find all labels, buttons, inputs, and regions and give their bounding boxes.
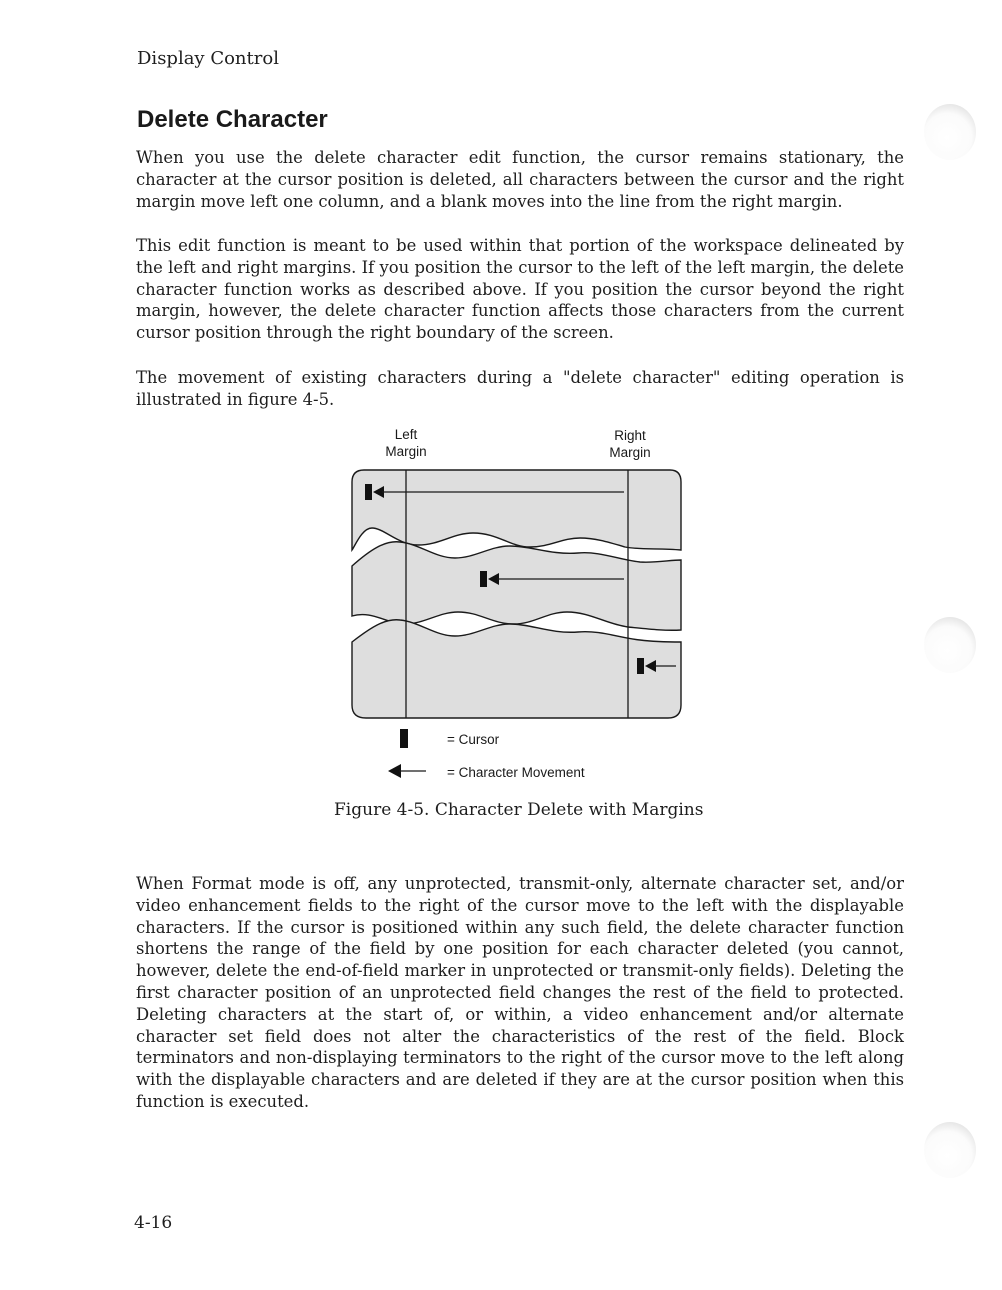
legend-cursor-label: = Cursor xyxy=(447,732,500,747)
body-paragraph: When Format mode is off, any unprotected, transmit-only, alternate character set, and/or video enhancement fields to the right of the cursor move to the left with the displayable characters. If the cursor is positioned within any such field, the delete character function shortens the range of the field by one position for each character deleted (you cannot, however, delete the end-of-field marker in unprotected or transmit-only fields). Deleting the first character position of an unprotected field changes the rest of the field to protected. Deleting characters at the start of, or within, a video enhancement and/or alternate character set field does not alter the characteristics of the rest of the field. Block terminators and non-displaying terminators to the right of the cursor move to the left along with the displayable characters and are deleted if they are at the cursor position when this function is executed. xyxy=(136,874,904,1111)
section-title: Delete Character xyxy=(137,106,328,133)
left-margin-label-line1: Left xyxy=(394,427,418,442)
right-margin-label-line1: Right xyxy=(614,428,646,443)
legend-movement-label: = Character Movement xyxy=(447,765,585,780)
left-margin-label-line2: Margin xyxy=(385,444,427,459)
screen-segment-top xyxy=(352,470,681,550)
body-paragraph: This edit function is meant to be used within that portion of the workspace delineated by the left and right margins. If you position the cursor to the left of the left margin, the delete character function works as described above. If you position the cursor beyond the right margin, however, the delete character function affects those characters from the current cursor position through the right boundary of the screen. xyxy=(136,236,904,343)
body-paragraph: The movement of existing characters during a "delete character" editing operation is illustrated in figure 4-5. xyxy=(136,368,904,409)
screen-segment-bottom xyxy=(352,620,681,718)
cursor-block-icon xyxy=(480,571,487,587)
figure-4-5 xyxy=(340,420,700,800)
punch-hole xyxy=(924,104,976,160)
punch-hole xyxy=(924,617,976,673)
cursor-block-icon xyxy=(637,658,644,674)
punch-hole xyxy=(924,1122,976,1178)
figure-caption: Figure 4-5. Character Delete with Margins xyxy=(334,800,704,820)
right-margin-label-line2: Margin xyxy=(609,445,651,460)
body-paragraph: When you use the delete character edit function, the cursor remains stationary, the character at the cursor position is deleted, all characters between the cursor and the right margin move left one column, and a blank moves into the line from the right margin. xyxy=(136,148,904,211)
running-header: Display Control xyxy=(137,48,279,69)
page-number: 4-16 xyxy=(134,1213,173,1233)
cursor-block-icon xyxy=(365,484,372,500)
legend-cursor-icon xyxy=(400,729,408,748)
character-delete-diagram xyxy=(340,420,700,800)
screen-segment-middle xyxy=(352,542,681,631)
